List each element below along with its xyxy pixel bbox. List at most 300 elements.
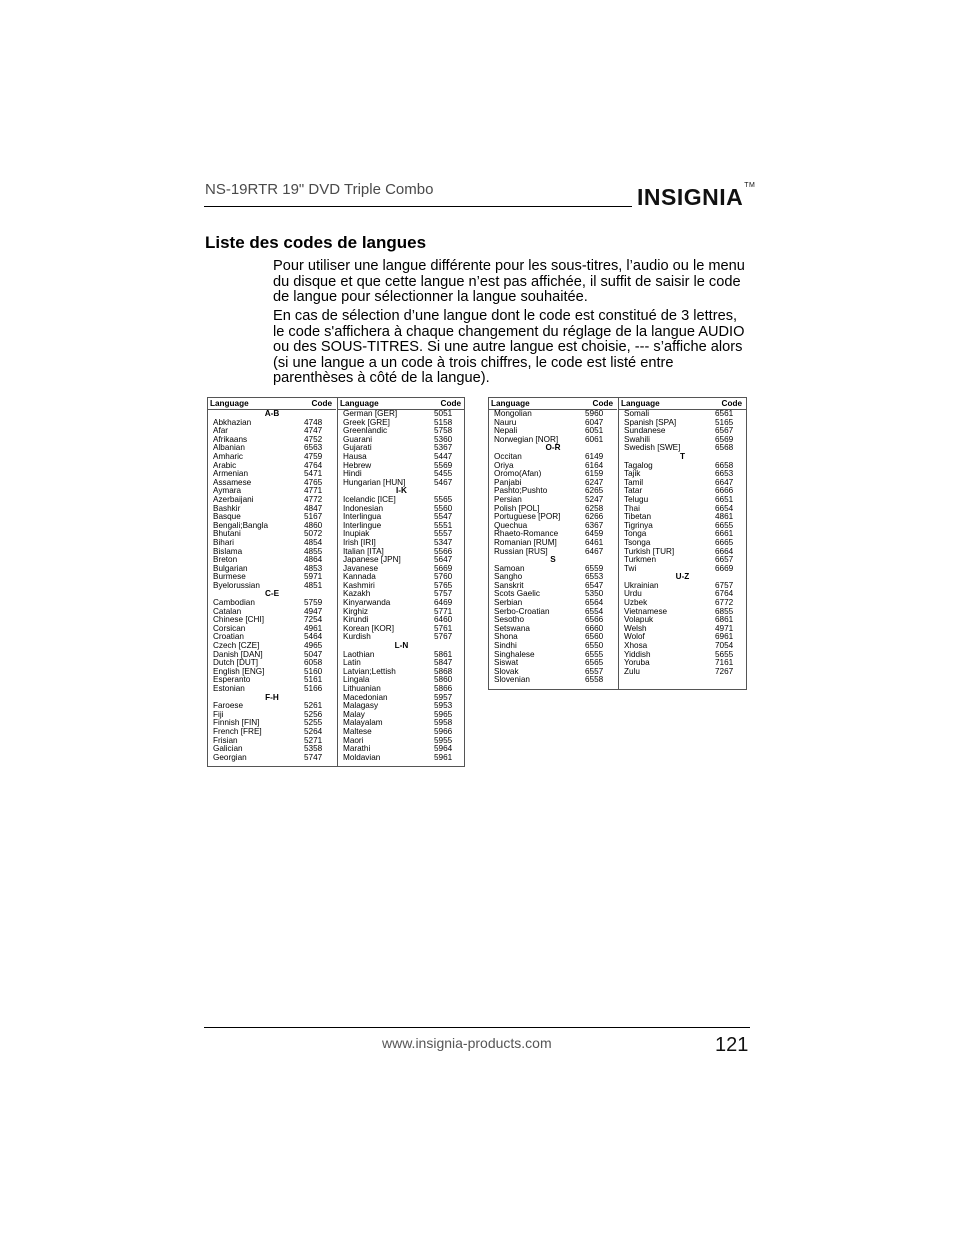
language-code: 5965 xyxy=(434,709,453,719)
language-name: Moldavian xyxy=(343,752,381,762)
language-name: Fiji xyxy=(213,709,224,719)
language-name: Kirghiz xyxy=(343,606,369,616)
language-code: 5560 xyxy=(434,503,453,513)
language-code: 4764 xyxy=(304,460,323,470)
language-code: 5966 xyxy=(434,726,453,736)
language-code: 6159 xyxy=(585,469,604,479)
language-code-table-2 xyxy=(488,397,747,690)
language-code: 6459 xyxy=(585,529,604,539)
language-name: Frisian xyxy=(213,735,238,745)
language-code: 5167 xyxy=(304,512,323,522)
language-code: 5247 xyxy=(585,494,604,504)
language-code: 6664 xyxy=(715,546,734,556)
language-name: Afar xyxy=(213,426,229,436)
language-name: Tsonga xyxy=(624,537,651,547)
language-name: Amharic xyxy=(213,451,244,461)
language-code: 6658 xyxy=(715,460,734,470)
language-name: Sundanese xyxy=(624,426,666,436)
language-name: Xhosa xyxy=(624,641,648,651)
language-name: Byelorussian xyxy=(213,580,260,590)
language-name: Sesotho xyxy=(494,615,525,625)
language-code: 5958 xyxy=(434,718,453,728)
language-name: Assamese xyxy=(213,477,252,487)
language-code: 5759 xyxy=(304,598,323,608)
language-code: 5771 xyxy=(434,606,453,616)
footer-rule xyxy=(204,1027,750,1028)
language-code: 6461 xyxy=(585,537,604,547)
language-code: 7054 xyxy=(715,641,734,651)
language-name: Tajik xyxy=(624,469,641,479)
language-name: Burmese xyxy=(213,572,246,582)
header-code: Code xyxy=(592,399,613,408)
language-name: Interlingua xyxy=(343,512,382,522)
language-name: Icelandic [ICE] xyxy=(343,494,396,504)
language-code: 4864 xyxy=(304,555,323,565)
language-name: Kazakh xyxy=(343,589,371,599)
intro-paragraph: Pour utiliser une langue différente pour les sous-titres, l’audio ou le menu du disque et que cette langue n’est pas affichée, il suffit de saisir le code de langue pour sélectionner la langue souhaitée. xyxy=(273,258,745,306)
language-code: 6058 xyxy=(304,658,323,668)
language-code: 6861 xyxy=(715,615,734,625)
group-heading: T xyxy=(679,451,685,461)
language-code: 5256 xyxy=(304,709,323,719)
language-code: 5161 xyxy=(304,675,323,685)
language-name: Macedonian xyxy=(343,692,388,702)
header-code: Code xyxy=(311,399,332,408)
table-column xyxy=(489,398,617,689)
language-name: Corsican xyxy=(213,623,246,633)
language-name: Guarani xyxy=(343,434,373,444)
language-code: 4861 xyxy=(715,512,734,522)
language-code: 4747 xyxy=(304,426,323,436)
language-code: 6657 xyxy=(715,555,734,565)
group-heading: U-Z xyxy=(675,572,690,582)
language-code: 6651 xyxy=(715,494,734,504)
language-code: 5960 xyxy=(585,409,604,418)
language-name: Estonian xyxy=(213,684,245,693)
language-code: 6467 xyxy=(585,546,604,556)
language-code: 5447 xyxy=(434,451,453,461)
table-row xyxy=(208,754,336,763)
language-name: Yoruba xyxy=(624,658,650,668)
group-heading: F-H xyxy=(265,692,279,702)
language-code: 5957 xyxy=(434,692,453,702)
language-name: Turkmen xyxy=(624,555,656,565)
language-name: Serbian xyxy=(494,598,523,608)
language-code: 6569 xyxy=(715,434,734,444)
language-name: Galician xyxy=(213,744,243,754)
language-code: 5971 xyxy=(304,572,323,582)
language-code: 6258 xyxy=(585,503,604,513)
language-code: 6669 xyxy=(715,563,734,573)
language-code: 6655 xyxy=(715,520,734,530)
language-name: Sangho xyxy=(494,572,523,582)
language-name: Uzbek xyxy=(624,598,648,608)
language-code: 5961 xyxy=(434,752,453,762)
language-code: 5955 xyxy=(434,735,453,745)
language-name: Maori xyxy=(343,735,364,745)
language-name: Lithuanian xyxy=(343,684,381,693)
three-letter-code-paragraph: En cas de sélection d’une langue dont le code est constitué de 3 lettres, le code s'affichera à chaque changement du réglage de la langue AUDIO ou des SOUS-TITRES. Si une autre langue est choisie, --- s’affiche alors (si une langue a un code à trois chiffres, le code est listé entre parenthèses à côté de la langue). xyxy=(273,308,745,387)
language-name: Abkhazian xyxy=(213,417,252,427)
table-row xyxy=(619,668,746,677)
language-code: 5953 xyxy=(434,701,453,711)
language-code: 6266 xyxy=(585,512,604,522)
language-code: 6764 xyxy=(715,589,734,599)
language-name: Latvian;Lettish xyxy=(343,666,396,676)
language-name: Marathi xyxy=(343,744,371,754)
language-name: Bashkir xyxy=(213,503,241,513)
language-code: 5565 xyxy=(434,494,453,504)
language-name: Telugu xyxy=(624,494,649,504)
language-name: Greenlandic xyxy=(343,426,388,436)
language-name: Quechua xyxy=(494,520,528,530)
language-code: 6555 xyxy=(585,649,604,659)
language-code: 5271 xyxy=(304,735,323,745)
language-name: Tibetan xyxy=(624,512,652,522)
language-code: 6247 xyxy=(585,477,604,487)
language-name: Serbo-Croatian xyxy=(494,606,550,616)
language-name: Arabic xyxy=(213,460,237,470)
language-name: Shona xyxy=(494,632,518,642)
language-name: Lingala xyxy=(343,675,370,685)
table-row xyxy=(489,676,617,685)
language-code: 4772 xyxy=(304,494,323,504)
language-code: 6665 xyxy=(715,537,734,547)
language-name: Turkish [TUR] xyxy=(624,546,675,556)
language-code: 4847 xyxy=(304,503,323,513)
language-name: Italian [ITA] xyxy=(343,546,384,556)
language-name: Indonesian xyxy=(343,503,384,513)
language-code: 4860 xyxy=(304,520,323,530)
language-name: Thai xyxy=(624,503,640,513)
language-code: 6460 xyxy=(434,615,453,625)
language-name: Dutch [DUT] xyxy=(213,658,259,668)
language-code: 4854 xyxy=(304,537,323,547)
language-code: 5467 xyxy=(434,477,453,487)
language-name: Samoan xyxy=(494,563,525,573)
language-name: Mongolian xyxy=(494,409,532,418)
language-name: Norwegian [NOR] xyxy=(494,434,559,444)
language-name: Hindi xyxy=(343,469,362,479)
language-code: 5765 xyxy=(434,580,453,590)
language-name: Oriya xyxy=(494,460,514,470)
language-name: Malay xyxy=(343,709,365,719)
language-code: 4947 xyxy=(304,606,323,616)
language-code: 5165 xyxy=(715,417,734,427)
language-name: Kashmiri xyxy=(343,580,375,590)
language-name: Siswat xyxy=(494,658,519,668)
language-name: Armenian xyxy=(213,469,249,479)
language-name: Interlingue xyxy=(343,520,382,530)
language-code: 5861 xyxy=(434,649,453,659)
language-name: Chinese [CHI] xyxy=(213,615,264,625)
table-column xyxy=(208,398,336,766)
language-name: Japanese [JPN] xyxy=(343,555,401,565)
language-name: Nauru xyxy=(494,417,517,427)
language-code: 6563 xyxy=(304,443,323,453)
language-name: Sindhi xyxy=(494,641,517,651)
language-code: 4752 xyxy=(304,434,323,444)
language-name: Albanian xyxy=(213,443,245,453)
language-code: 4771 xyxy=(304,486,323,496)
website-url: www.insignia-products.com xyxy=(382,1035,552,1051)
page-number: 121 xyxy=(715,1034,749,1056)
language-code: 6560 xyxy=(585,632,604,642)
language-code: 4855 xyxy=(304,546,323,556)
language-name: Occitan xyxy=(494,451,522,461)
language-name: Zulu xyxy=(624,666,640,676)
language-name: Gujarati xyxy=(343,443,372,453)
language-code: 5360 xyxy=(434,434,453,444)
language-code: 5964 xyxy=(434,744,453,754)
language-code: 6469 xyxy=(434,598,453,608)
section-title: Liste des codes de langues xyxy=(205,233,427,252)
language-code: 5455 xyxy=(434,469,453,479)
language-name: Welsh xyxy=(624,623,647,633)
language-code: 7267 xyxy=(715,666,734,676)
document-header-title: NS-19RTR 19" DVD Triple Combo xyxy=(205,181,434,198)
language-name: Vietnamese xyxy=(624,606,668,616)
language-name: Romanian [RUM] xyxy=(494,537,557,547)
language-code: 6757 xyxy=(715,580,734,590)
language-code: 6047 xyxy=(585,417,604,427)
language-name: Sanskrit xyxy=(494,580,524,590)
language-name: Wolof xyxy=(624,632,645,642)
language-code: 6567 xyxy=(715,426,734,436)
language-code: 5051 xyxy=(434,409,453,418)
language-name: French [FRE] xyxy=(213,726,262,736)
language-code: 6547 xyxy=(585,580,604,590)
language-name: Afrikaans xyxy=(213,434,248,444)
language-code: 5047 xyxy=(304,649,323,659)
insignia-logo: INSIGNIA™ xyxy=(637,182,756,210)
language-name: Bislama xyxy=(213,546,243,556)
language-code: 6265 xyxy=(585,486,604,496)
language-name: Tagalog xyxy=(624,460,653,470)
language-name: Portuguese [POR] xyxy=(494,512,561,522)
language-name: Esperanto xyxy=(213,675,251,685)
language-code: 5557 xyxy=(434,529,453,539)
language-name: Spanish [SPA] xyxy=(624,417,677,427)
group-heading: I-K xyxy=(396,486,407,496)
language-code: 5860 xyxy=(434,675,453,685)
language-code: 6568 xyxy=(715,443,734,453)
language-code: 5350 xyxy=(585,589,604,599)
language-code: 5347 xyxy=(434,537,453,547)
language-code: 6553 xyxy=(585,572,604,582)
language-code: 5647 xyxy=(434,555,453,565)
language-name: Korean [KOR] xyxy=(343,623,394,633)
language-code: 6961 xyxy=(715,632,734,642)
language-code: 5166 xyxy=(304,684,323,693)
language-code-table-1 xyxy=(207,397,465,767)
language-name: Tatar xyxy=(624,486,643,496)
language-code: 5655 xyxy=(715,649,734,659)
group-heading: S xyxy=(550,555,556,565)
language-code: 5464 xyxy=(304,632,323,642)
table-column xyxy=(337,398,465,766)
language-code: 7161 xyxy=(715,658,734,668)
language-name: Setswana xyxy=(494,623,530,633)
language-name: Tonga xyxy=(624,529,647,539)
language-code: 4965 xyxy=(304,641,323,651)
language-code: 4961 xyxy=(304,623,323,633)
language-code: 5160 xyxy=(304,666,323,676)
language-name: Azerbaijani xyxy=(213,494,254,504)
language-name: Inupiak xyxy=(343,529,370,539)
language-code: 5758 xyxy=(434,426,453,436)
header-code: Code xyxy=(440,399,461,408)
language-code: 5669 xyxy=(434,563,453,573)
language-code: 6051 xyxy=(585,426,604,436)
language-name: Pashto;Pushto xyxy=(494,486,548,496)
language-code: 5072 xyxy=(304,529,323,539)
language-name: Bulgarian xyxy=(213,563,248,573)
language-code: 5547 xyxy=(434,512,453,522)
language-name: Oromo(Afan) xyxy=(494,469,542,479)
language-code: 6647 xyxy=(715,477,734,487)
group-heading: L-N xyxy=(394,641,409,651)
language-name: Bihari xyxy=(213,537,234,547)
language-code: 5566 xyxy=(434,546,453,556)
language-code: 6660 xyxy=(585,623,604,633)
language-name: Danish [DAN] xyxy=(213,649,263,659)
language-code: 6565 xyxy=(585,658,604,668)
language-code: 5367 xyxy=(434,443,453,453)
group-heading: C-E xyxy=(264,589,280,599)
language-name: Georgian xyxy=(213,752,247,762)
language-name: Twi xyxy=(624,563,637,573)
language-code: 6855 xyxy=(715,606,734,616)
language-name: Tamil xyxy=(624,477,644,487)
language-code: 4748 xyxy=(304,417,323,427)
language-name: Persian xyxy=(494,494,522,504)
table-row xyxy=(338,754,465,763)
language-code: 5264 xyxy=(304,726,323,736)
group-heading: O-R xyxy=(545,443,561,453)
language-name: Irish [IRI] xyxy=(343,537,376,547)
language-code: 6564 xyxy=(585,598,604,608)
language-code: 6554 xyxy=(585,606,604,616)
language-code: 6559 xyxy=(585,563,604,573)
language-name: Finnish [FIN] xyxy=(213,718,260,728)
language-name: Hungarian [HUN] xyxy=(343,477,406,487)
language-code: 6654 xyxy=(715,503,734,513)
language-name: Slovenian xyxy=(494,675,530,685)
language-code: 5158 xyxy=(434,417,453,427)
language-code: 6164 xyxy=(585,460,604,470)
language-name: Somali xyxy=(624,409,650,418)
language-name: Croatian xyxy=(213,632,244,642)
language-code: 6558 xyxy=(585,675,604,685)
language-name: Greek [GRE] xyxy=(343,417,390,427)
language-name: Czech [CZE] xyxy=(213,641,260,651)
language-code: 5757 xyxy=(434,589,453,599)
table-column xyxy=(618,398,746,689)
language-name: Hausa xyxy=(343,451,367,461)
language-name: Hebrew xyxy=(343,460,372,470)
language-name: Aymara xyxy=(213,486,242,496)
language-code: 6561 xyxy=(715,409,734,418)
header-language: Language xyxy=(210,399,249,408)
header-rule xyxy=(204,206,632,207)
language-code: 6772 xyxy=(715,598,734,608)
language-name: Rhaeto-Romance xyxy=(494,529,559,539)
language-code: 5866 xyxy=(434,684,453,693)
language-name: Maltese xyxy=(343,726,372,736)
language-code: 5868 xyxy=(434,666,453,676)
language-name: Kannada xyxy=(343,572,376,582)
language-code: 6661 xyxy=(715,529,734,539)
language-code: 4765 xyxy=(304,477,323,487)
language-code: 6557 xyxy=(585,666,604,676)
language-name: Swedish [SWE] xyxy=(624,443,681,453)
language-code: 5767 xyxy=(434,632,453,642)
language-name: Tigrinya xyxy=(624,520,653,530)
group-heading: A-B xyxy=(264,409,280,418)
language-code: 6550 xyxy=(585,641,604,651)
header-code: Code xyxy=(721,399,742,408)
language-name: Kurdish xyxy=(343,632,371,642)
language-code: 6149 xyxy=(585,451,604,461)
language-name: Basque xyxy=(213,512,241,522)
language-code: 5255 xyxy=(304,718,323,728)
language-name: English [ENG] xyxy=(213,666,265,676)
language-code: 5747 xyxy=(304,752,323,762)
language-name: Urdu xyxy=(624,589,642,599)
language-name: Singhalese xyxy=(494,649,535,659)
language-name: Bengali;Bangla xyxy=(213,520,269,530)
language-name: Laothian xyxy=(343,649,375,659)
language-code: 6653 xyxy=(715,469,734,479)
language-code: 4851 xyxy=(304,580,323,590)
language-code: 6666 xyxy=(715,486,734,496)
language-code: 5761 xyxy=(434,623,453,633)
language-name: Latin xyxy=(343,658,361,668)
language-name: Yiddish xyxy=(624,649,651,659)
language-code: 6061 xyxy=(585,434,604,444)
language-code: 5847 xyxy=(434,658,453,668)
language-name: Polish [POL] xyxy=(494,503,540,513)
language-name: Slovak xyxy=(494,666,519,676)
language-code: 6367 xyxy=(585,520,604,530)
language-name: Scots Gaelic xyxy=(494,589,540,599)
language-code: 4853 xyxy=(304,563,323,573)
language-name: Kirundi xyxy=(343,615,369,625)
language-code: 4759 xyxy=(304,451,323,461)
language-code: 5551 xyxy=(434,520,453,530)
language-name: Kinyarwanda xyxy=(343,598,391,608)
language-code: 5261 xyxy=(304,701,323,711)
language-name: Panjabi xyxy=(494,477,522,487)
language-name: Volapuk xyxy=(624,615,654,625)
language-name: Nepali xyxy=(494,426,518,436)
header-language: Language xyxy=(491,399,530,408)
language-code: 5358 xyxy=(304,744,323,754)
language-code: 7254 xyxy=(304,615,323,625)
language-name: Breton xyxy=(213,555,238,565)
language-code: 4971 xyxy=(715,623,734,633)
language-name: Swahili xyxy=(624,434,650,444)
header-language: Language xyxy=(340,399,379,408)
language-name: Malayalam xyxy=(343,718,383,728)
header-language: Language xyxy=(621,399,660,408)
language-code: 5760 xyxy=(434,572,453,582)
language-name: Bhutani xyxy=(213,529,241,539)
language-name: German [GER] xyxy=(343,409,398,418)
language-code: 6566 xyxy=(585,615,604,625)
language-name: Russian [RUS] xyxy=(494,546,548,556)
